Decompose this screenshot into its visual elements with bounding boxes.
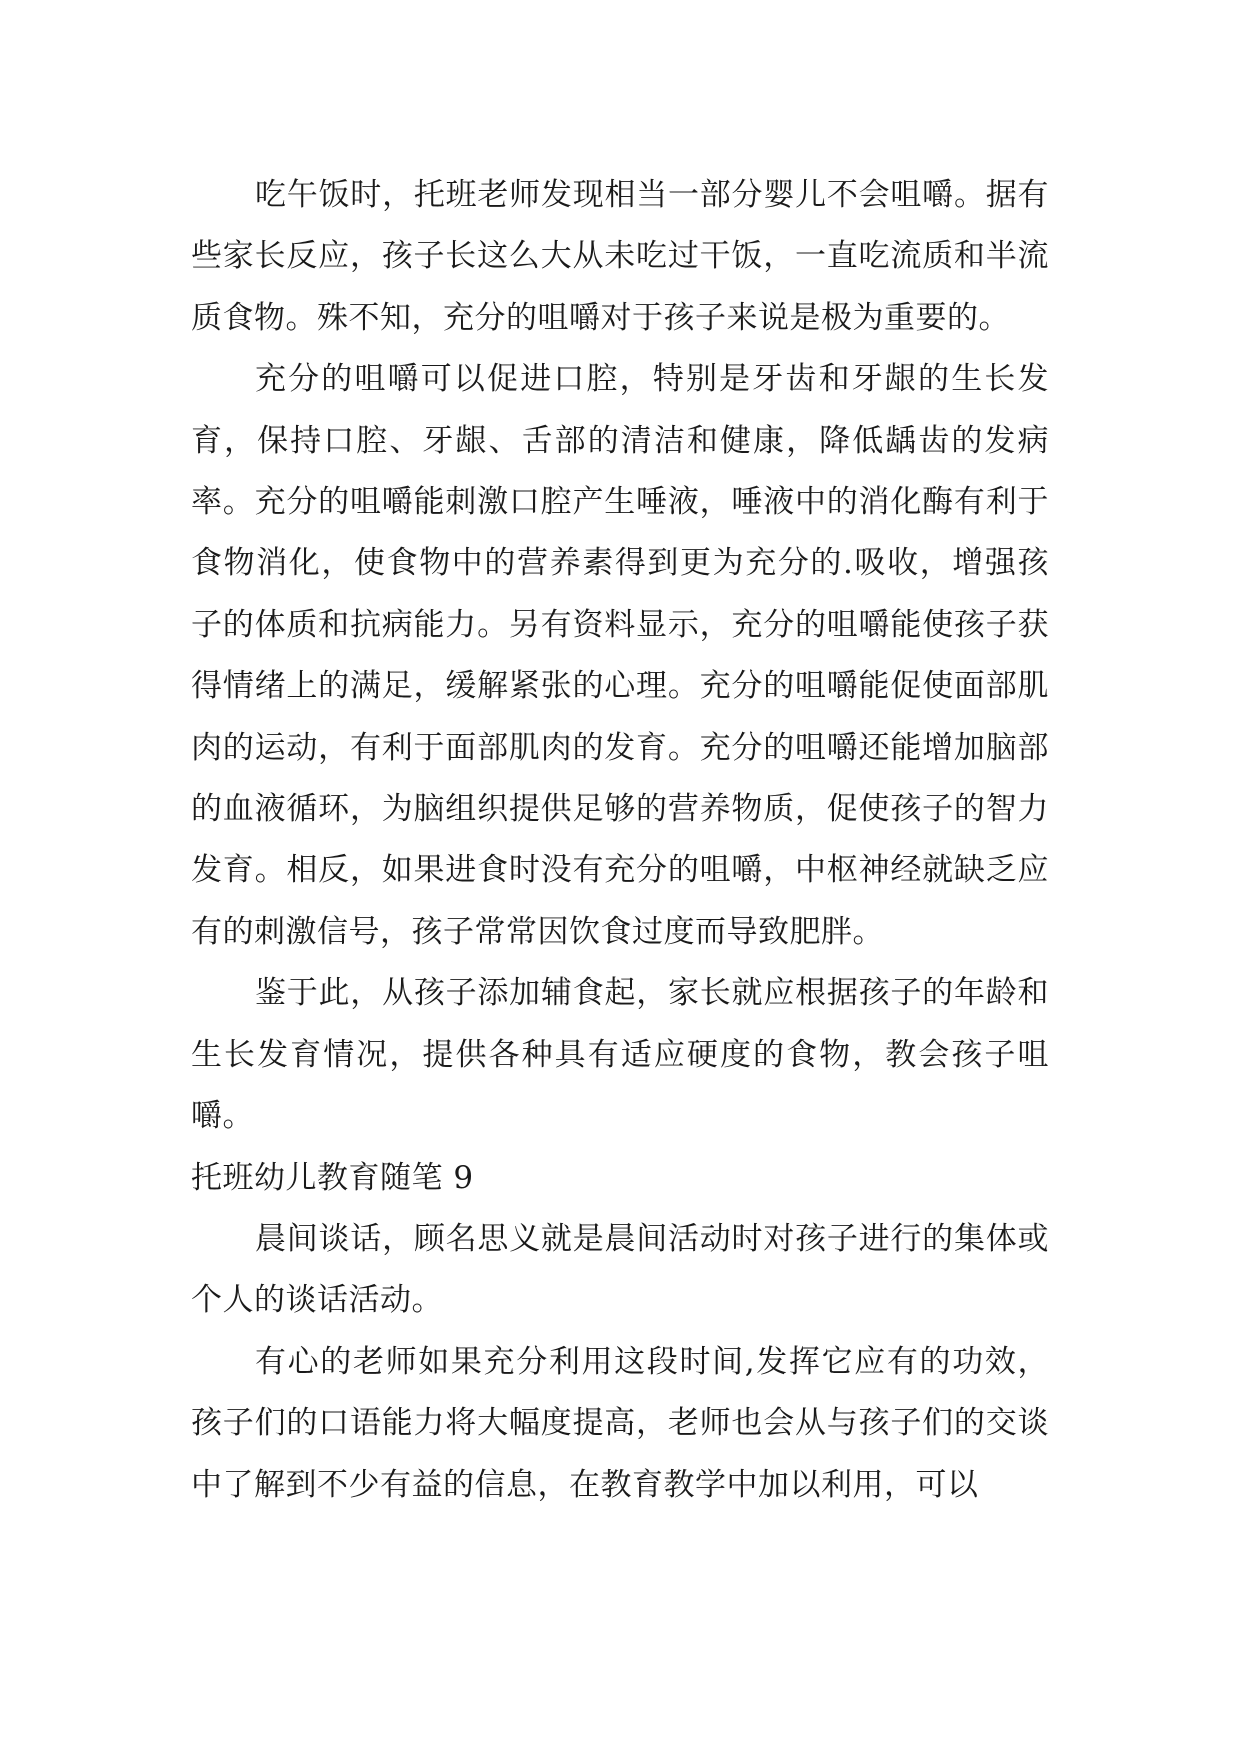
paragraph-morning-talk-benefits: 有心的老师如果充分利用这段时间,发挥它应有的功效，孩子们的口语能力将大幅度提高，老师也会从与孩子们的交谈中了解到不少有益的信息，在教育教学中加以利用，可以 [191, 1343, 1049, 1503]
paragraph-chewing-advice: 鉴于此，从孩子添加辅食起，家长就应根据孩子的年龄和生长发育情况，提供各种具有适应硬度的食物，教会孩子咀嚼。 [191, 975, 1049, 1135]
section-title: 托班幼儿教育随笔 9 [191, 1159, 474, 1196]
document-body [191, 165, 1049, 1516]
paragraph-chewing-benefits: 充分的咀嚼可以促进口腔，特别是牙齿和牙龈的生长发育，保持口腔、牙龈、舌部的清洁和健康，降低龋齿的发病率。充分的咀嚼能刺激口腔产生唾液，唾液中的消化酶有利于食物消化，使食物中的营养素得到更为充分的.吸收，增强孩子的体质和抗病能力。另有资料显示，充分的咀嚼能使孩子获得情绪上的满足，缓解紧张的心理。充分的咀嚼能促使面部肌肉的运动，有利于面部肌肉的发育。充分的咀嚼还能增加脑部的血液循环，为脑组织提供足够的营养物质，促使孩子的智力发育。相反，如果进食时没有充分的咀嚼，中枢神经就缺乏应有的刺激信号，孩子常常因饮食过度而导致肥胖。 [191, 361, 1049, 950]
paragraph-morning-talk-definition: 晨间谈话，顾名思义就是晨间活动时对孩子进行的集体或个人的谈话活动。 [191, 1220, 1049, 1319]
paragraph-chewing-observation: 吃午饭时，托班老师发现相当一部分婴儿不会咀嚼。据有些家长反应，孩子长这么大从未吃过干饭，一直吃流质和半流质食物。殊不知，充分的咀嚼对于孩子来说是极为重要的。 [191, 177, 1049, 336]
